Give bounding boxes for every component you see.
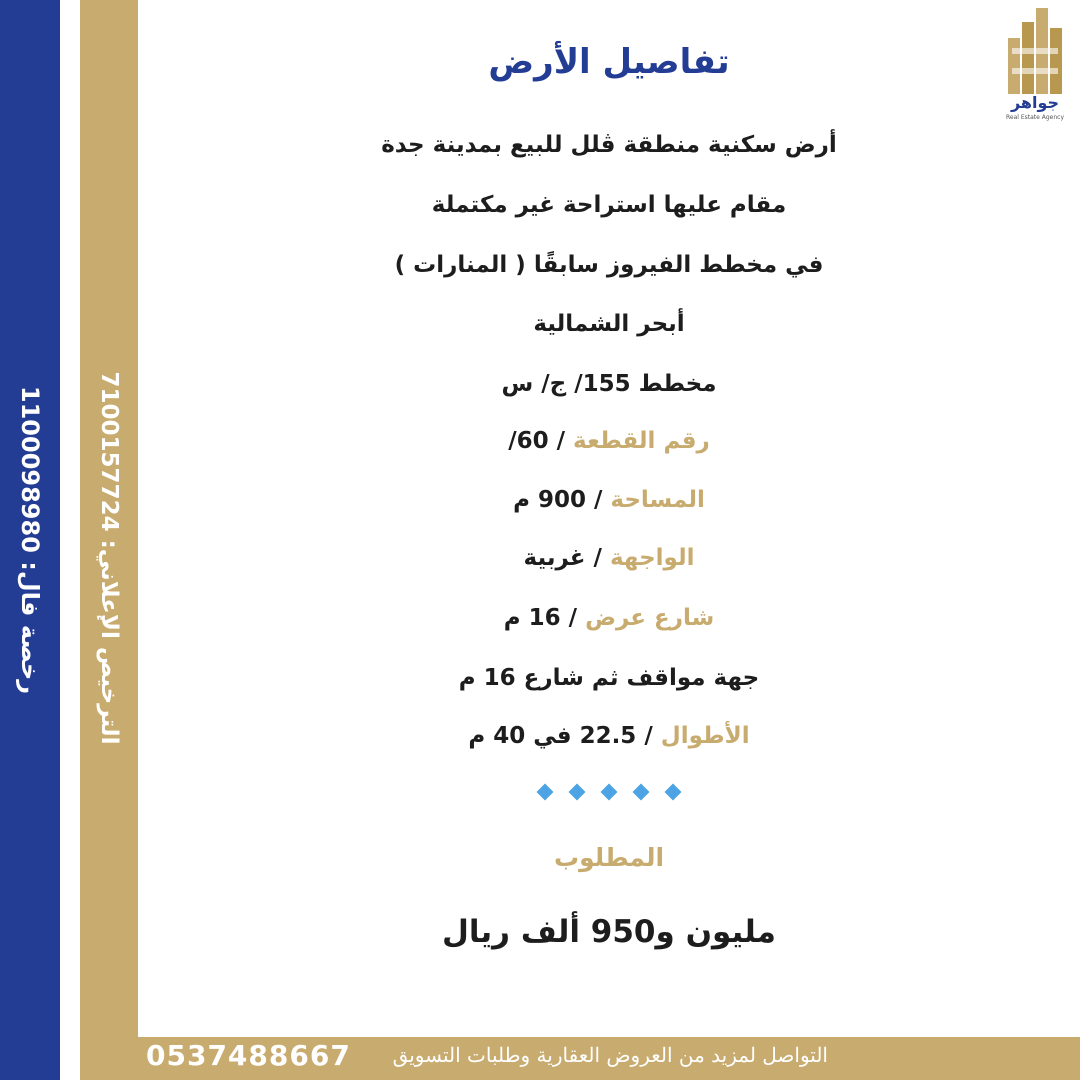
area-value: / 900 م xyxy=(513,487,611,513)
ad-content xyxy=(138,0,1080,1037)
street-width-value: / 16 م xyxy=(503,605,586,631)
facade-value: / غربية xyxy=(523,545,610,571)
street-width-row xyxy=(138,605,1080,631)
dimensions-label: الأطوال xyxy=(660,723,750,749)
ad-license-text: الترخيص الإعلاني: 7100157724 xyxy=(96,371,122,745)
description-line-2: مقام عليها استراحة غير مكتملة xyxy=(431,192,787,218)
plot-number-value: / 60/ xyxy=(508,428,574,454)
description-line-1: أرض سكنية منطقة ڤلل للبيع بمدينة جدة xyxy=(381,132,837,158)
logo-subtitle: Real Estate Agency xyxy=(1006,114,1064,121)
facade-label: الواجهة xyxy=(609,545,695,571)
dimensions-value: / 22.5 في 40 م xyxy=(468,723,661,749)
description-line-3: في مخطط الفيروز سابقًا ( المنارات ) xyxy=(394,252,824,278)
logo-name: جواهر xyxy=(1010,93,1060,112)
facade-row xyxy=(138,545,1080,571)
diamond-divider xyxy=(138,783,1080,802)
diamond-icon xyxy=(665,784,682,801)
diamond-icon xyxy=(569,784,586,801)
fal-license-text: رخصة فال: 1100098980 xyxy=(16,385,44,695)
diamond-icon xyxy=(633,784,650,801)
description-line-5: مخطط 155/ ج/ س xyxy=(501,371,717,397)
description-line-4: أبحر الشمالية xyxy=(533,311,685,337)
dimensions-row xyxy=(138,723,1080,749)
direction-note: جهة مواقف ثم شارع 16 م xyxy=(458,665,760,691)
footer-phone[interactable]: 0537488667 xyxy=(146,1039,351,1072)
plot-number-row xyxy=(138,428,1080,454)
street-width-label: شارع عرض xyxy=(585,605,715,631)
diamond-icon xyxy=(537,784,554,801)
required-label: المطلوب xyxy=(553,843,665,872)
area-label: المساحة xyxy=(610,487,705,513)
price: مليون و950 ألف ريال xyxy=(442,914,776,950)
page-title: تفاصيل الأرض xyxy=(488,42,730,82)
diamond-icon xyxy=(601,784,618,801)
footer-text: التواصل لمزيد من العروض العقارية وطلبات التسويق xyxy=(392,1043,828,1067)
footer-contact xyxy=(138,1037,1080,1080)
area-row xyxy=(138,487,1080,513)
plot-number-label: رقم القطعة xyxy=(573,428,710,454)
